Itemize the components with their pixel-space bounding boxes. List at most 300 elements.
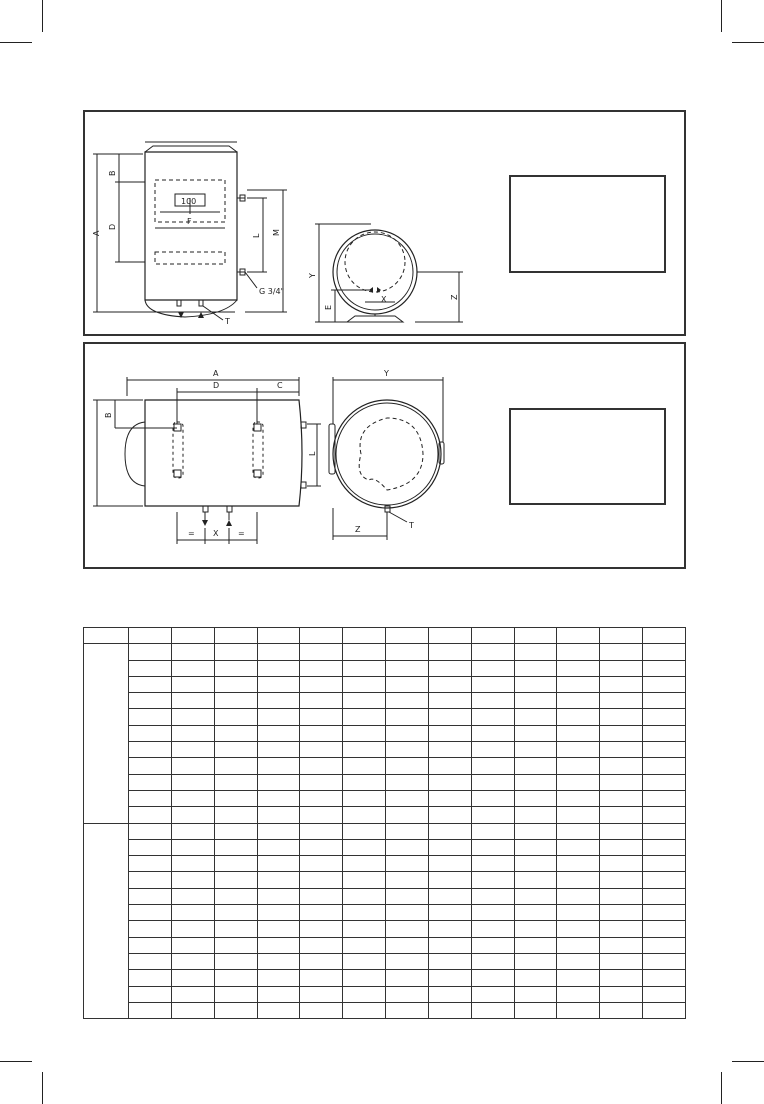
table-cell [557, 790, 600, 806]
table-cell [600, 953, 643, 969]
table-cell [171, 856, 214, 872]
table-cell [514, 790, 557, 806]
table-cell [171, 888, 214, 904]
table-cell [214, 856, 257, 872]
table-cell [428, 970, 471, 986]
table-cell [600, 970, 643, 986]
table-cell [214, 693, 257, 709]
table-cell [171, 742, 214, 758]
table-cell [557, 888, 600, 904]
table-cell [471, 807, 514, 823]
table-cell [300, 921, 343, 937]
table-cell [557, 1002, 600, 1018]
table-cell [428, 660, 471, 676]
table-cell [514, 725, 557, 741]
table-cell [343, 790, 386, 806]
table-cell [214, 774, 257, 790]
table-cell [471, 676, 514, 692]
table-cell [643, 970, 686, 986]
table-cell [214, 725, 257, 741]
table-group-cell [84, 823, 129, 1019]
table-cell [600, 790, 643, 806]
table-cell [343, 807, 386, 823]
table-header-cell [214, 628, 257, 644]
table-cell [214, 709, 257, 725]
table-row [84, 921, 686, 937]
table-cell [600, 807, 643, 823]
table-cell [300, 774, 343, 790]
label-a: A [213, 369, 219, 378]
table-row [84, 758, 686, 774]
table-cell [343, 693, 386, 709]
label-t: T [409, 521, 414, 530]
table-header-cell [600, 628, 643, 644]
table-cell [643, 774, 686, 790]
table-cell [129, 872, 172, 888]
table-cell [214, 986, 257, 1002]
table-cell [428, 644, 471, 660]
table-cell [471, 921, 514, 937]
table-cell [643, 758, 686, 774]
table-cell [300, 742, 343, 758]
table-cell [300, 839, 343, 855]
table-cell [514, 1002, 557, 1018]
table-cell [386, 790, 429, 806]
table-cell [214, 905, 257, 921]
table-cell [643, 905, 686, 921]
table-cell [557, 725, 600, 741]
label-b: B [104, 412, 113, 418]
table-cell [643, 856, 686, 872]
table-cell [514, 709, 557, 725]
label-z: Z [450, 294, 459, 300]
table-cell [129, 807, 172, 823]
table-cell [428, 905, 471, 921]
table-cell [171, 709, 214, 725]
table-cell [600, 888, 643, 904]
table-cell [129, 856, 172, 872]
table-cell [343, 823, 386, 839]
table-cell [129, 725, 172, 741]
table-cell [471, 709, 514, 725]
vertical-heater-diagram-panel [83, 110, 686, 336]
table-cell [386, 644, 429, 660]
table-cell [428, 725, 471, 741]
table-cell [171, 660, 214, 676]
table-cell [257, 774, 300, 790]
table-cell [557, 758, 600, 774]
label-equal: = [238, 529, 245, 538]
table-header-cell [171, 628, 214, 644]
table-cell [600, 986, 643, 1002]
table-cell [600, 693, 643, 709]
table-cell [514, 905, 557, 921]
crop-mark [0, 42, 32, 43]
table-cell [214, 758, 257, 774]
table-cell [471, 970, 514, 986]
table-cell [129, 937, 172, 953]
table-cell [643, 676, 686, 692]
table-header-cell [300, 628, 343, 644]
table-cell [386, 970, 429, 986]
table-cell [171, 872, 214, 888]
table-cell [643, 921, 686, 937]
table-cell [600, 660, 643, 676]
table-cell [471, 937, 514, 953]
table-cell [257, 839, 300, 855]
table-cell [129, 644, 172, 660]
table-cell [514, 693, 557, 709]
table-cell [171, 839, 214, 855]
table-cell [557, 693, 600, 709]
table-cell [257, 660, 300, 676]
table-cell [343, 970, 386, 986]
table-cell [557, 742, 600, 758]
dimensions-table [83, 627, 686, 1019]
table-cell [386, 693, 429, 709]
label-y: Y [308, 273, 317, 278]
table-cell [428, 953, 471, 969]
table-cell [129, 905, 172, 921]
table-cell [300, 823, 343, 839]
table-cell [257, 953, 300, 969]
table-cell [428, 872, 471, 888]
table-cell [643, 807, 686, 823]
crop-mark [732, 1061, 764, 1062]
table-cell [471, 1002, 514, 1018]
table-cell [257, 790, 300, 806]
table-cell [514, 758, 557, 774]
table-cell [471, 660, 514, 676]
table-cell [600, 725, 643, 741]
table-cell [386, 823, 429, 839]
table-cell [343, 758, 386, 774]
table-cell [129, 921, 172, 937]
table-cell [471, 888, 514, 904]
label-m: M [272, 229, 281, 236]
label-y: Y [384, 369, 389, 378]
table-cell [214, 872, 257, 888]
table-group-cell [84, 644, 129, 823]
table-cell [643, 660, 686, 676]
table-cell [514, 676, 557, 692]
table-cell [428, 856, 471, 872]
table-cell [514, 872, 557, 888]
table-cell [643, 709, 686, 725]
table-cell [257, 823, 300, 839]
table-cell [557, 986, 600, 1002]
table-cell [257, 937, 300, 953]
table-cell [557, 644, 600, 660]
table-cell [557, 921, 600, 937]
table-cell [471, 905, 514, 921]
table-cell [557, 807, 600, 823]
table-cell [129, 693, 172, 709]
table-row [84, 823, 686, 839]
table-cell [471, 774, 514, 790]
table-cell [386, 937, 429, 953]
table-cell [386, 986, 429, 1002]
table-cell [343, 660, 386, 676]
table-header-cell [471, 628, 514, 644]
label-z: Z [355, 525, 361, 534]
table-header-cell [84, 628, 129, 644]
crop-mark [42, 1072, 43, 1104]
table-cell [257, 970, 300, 986]
table-cell [643, 823, 686, 839]
table-cell [129, 839, 172, 855]
table-cell [214, 970, 257, 986]
table-cell [428, 758, 471, 774]
table-cell [129, 709, 172, 725]
table-cell [386, 660, 429, 676]
table-cell [471, 839, 514, 855]
table-cell [600, 905, 643, 921]
table-cell [471, 872, 514, 888]
label-x: X [213, 529, 219, 538]
table-cell [214, 644, 257, 660]
table-cell [514, 742, 557, 758]
table-cell [129, 1002, 172, 1018]
table-cell [171, 1002, 214, 1018]
table-cell [300, 644, 343, 660]
table-cell [428, 742, 471, 758]
table-cell [343, 839, 386, 855]
table-cell [300, 953, 343, 969]
table-cell [257, 758, 300, 774]
table-cell [643, 742, 686, 758]
table-row [84, 644, 686, 660]
table-cell [214, 953, 257, 969]
label-d: D [108, 223, 117, 230]
table-cell [343, 937, 386, 953]
table-cell [129, 742, 172, 758]
table-cell [643, 693, 686, 709]
table-cell [300, 1002, 343, 1018]
table-cell [386, 905, 429, 921]
table-cell [643, 725, 686, 741]
table-cell [600, 758, 643, 774]
table-cell [300, 709, 343, 725]
table-cell [557, 937, 600, 953]
table-cell [214, 839, 257, 855]
table-cell [300, 758, 343, 774]
table-cell [428, 823, 471, 839]
table-row [84, 742, 686, 758]
empty-legend-box [509, 408, 666, 505]
table-cell [600, 823, 643, 839]
table-cell [600, 839, 643, 855]
table-cell [129, 774, 172, 790]
table-cell [343, 644, 386, 660]
table-cell [514, 823, 557, 839]
table-cell [471, 644, 514, 660]
table-cell [643, 872, 686, 888]
label-t: T [225, 317, 230, 326]
table-cell [428, 888, 471, 904]
table-row [84, 872, 686, 888]
table-cell [300, 790, 343, 806]
table-row [84, 807, 686, 823]
table-cell [300, 856, 343, 872]
table-cell [600, 774, 643, 790]
table-cell [343, 725, 386, 741]
table-cell [643, 937, 686, 953]
table-cell [129, 660, 172, 676]
table-row [84, 774, 686, 790]
table-cell [257, 742, 300, 758]
label-l: L [252, 233, 261, 238]
table-cell [514, 953, 557, 969]
label-b: B [108, 170, 117, 176]
table-cell [557, 953, 600, 969]
table-cell [129, 758, 172, 774]
crop-mark [721, 0, 722, 32]
table-cell [300, 676, 343, 692]
table-cell [129, 823, 172, 839]
table-cell [214, 921, 257, 937]
table-cell [214, 660, 257, 676]
table-cell [643, 644, 686, 660]
table-cell [514, 839, 557, 855]
table-cell [129, 970, 172, 986]
table-cell [471, 953, 514, 969]
label-l: L [308, 451, 317, 456]
label-connection: G 3/4" [259, 287, 285, 296]
table-cell [471, 790, 514, 806]
table-cell [343, 742, 386, 758]
table-cell [557, 774, 600, 790]
table-header-cell [386, 628, 429, 644]
table-header-cell [514, 628, 557, 644]
table-cell [129, 790, 172, 806]
table-cell [171, 823, 214, 839]
table-cell [386, 758, 429, 774]
table-cell [171, 725, 214, 741]
table-cell [471, 856, 514, 872]
table-cell [643, 986, 686, 1002]
table-cell [257, 921, 300, 937]
table-cell [514, 644, 557, 660]
table-cell [514, 921, 557, 937]
table-cell [557, 676, 600, 692]
table-cell [300, 905, 343, 921]
table-cell [600, 872, 643, 888]
table-header-cell [557, 628, 600, 644]
table-row [84, 693, 686, 709]
table-cell [343, 1002, 386, 1018]
table-cell [600, 676, 643, 692]
table-cell [343, 709, 386, 725]
table-cell [428, 790, 471, 806]
table-cell [343, 921, 386, 937]
table-cell [171, 937, 214, 953]
table-cell [600, 742, 643, 758]
table-row [84, 790, 686, 806]
table-row [84, 839, 686, 855]
table-cell [214, 742, 257, 758]
table-cell [257, 872, 300, 888]
table-row [84, 937, 686, 953]
label-d: D [213, 381, 220, 390]
table-cell [257, 644, 300, 660]
table-cell [600, 709, 643, 725]
table-cell [300, 937, 343, 953]
table-row [84, 970, 686, 986]
table-cell [214, 823, 257, 839]
table-cell [171, 986, 214, 1002]
table-row [84, 725, 686, 741]
table-cell [557, 872, 600, 888]
table-cell [471, 986, 514, 1002]
table-cell [257, 693, 300, 709]
table-cell [300, 986, 343, 1002]
label-equal: = [188, 529, 195, 538]
table-cell [600, 856, 643, 872]
table-header-cell [643, 628, 686, 644]
table-cell [557, 970, 600, 986]
table-cell [300, 807, 343, 823]
table-cell [643, 790, 686, 806]
table-row [84, 905, 686, 921]
table-row [84, 676, 686, 692]
table-cell [557, 823, 600, 839]
table-cell [386, 807, 429, 823]
table-cell [214, 937, 257, 953]
table-cell [514, 807, 557, 823]
table-header-cell [343, 628, 386, 644]
table-cell [428, 986, 471, 1002]
table-cell [171, 693, 214, 709]
table-cell [643, 888, 686, 904]
table-cell [300, 970, 343, 986]
crop-mark [732, 42, 764, 43]
table-cell [171, 921, 214, 937]
table-cell [214, 790, 257, 806]
table-cell [300, 872, 343, 888]
table-header-cell [129, 628, 172, 644]
table-cell [386, 709, 429, 725]
table-cell [471, 742, 514, 758]
table-cell [343, 888, 386, 904]
table-cell [386, 921, 429, 937]
table-cell [343, 856, 386, 872]
table-cell [257, 807, 300, 823]
table-cell [428, 1002, 471, 1018]
table-cell [129, 953, 172, 969]
table-cell [386, 856, 429, 872]
table-cell [171, 790, 214, 806]
table-cell [300, 725, 343, 741]
table-cell [386, 888, 429, 904]
table-cell [343, 986, 386, 1002]
table-cell [386, 774, 429, 790]
table-cell [600, 937, 643, 953]
table-cell [428, 807, 471, 823]
table-cell [171, 905, 214, 921]
table-cell [386, 725, 429, 741]
table-cell [471, 693, 514, 709]
table-header-cell [428, 628, 471, 644]
table-row [84, 888, 686, 904]
table-cell [257, 888, 300, 904]
table-cell [343, 774, 386, 790]
table-cell [428, 676, 471, 692]
table-cell [428, 839, 471, 855]
table-cell [386, 1002, 429, 1018]
table-cell [643, 1002, 686, 1018]
table-cell [171, 644, 214, 660]
